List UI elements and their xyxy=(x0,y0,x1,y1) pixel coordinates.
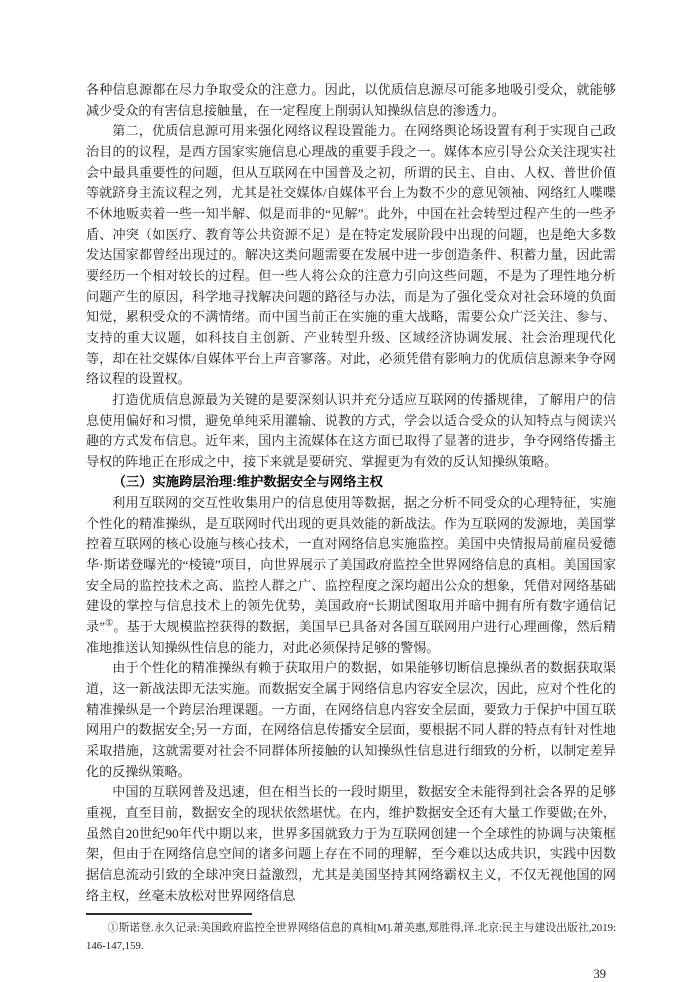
footnote-marker: ① xyxy=(107,922,119,935)
body-paragraph: 中国的互联网普及迅速，但在相当长的一段时期里，数据安全未能得到社会各界的足够重视，直至目前，数据安全的现状依然堪忧。在内，维护数据安全还有大量工作要做;在外，虽然自20世纪90年代中期以来，世界多国就致力于为互联网创建一个全球性的协调与决策框架，但由于在网络信息空间的诸多问题上存在不同的理解，至今难以达成共识，实践中因数据信息流动引致的全球冲突日益激烈，尤其是美国坚持其网络霸权主义，不仅无视他国的网络主权，丝毫未放松对世界网络信息 xyxy=(86,784,616,903)
body-paragraph-with-footnote-ref xyxy=(86,493,616,658)
footnote-text: 斯诺登.永久记录:美国政府监控全世界网络信息的真相[M].萧美惠,郑胜得,译.北京:民主与建设出版社,2019:146-147,159. xyxy=(86,922,616,952)
page-footer xyxy=(86,913,616,982)
page-number: 39 xyxy=(593,967,606,982)
footnote-divider xyxy=(86,913,252,915)
body-paragraph: 第二，优质信息源可用来强化网络议程设置能力。在网络舆论场设置有利于实现自己政治目的的议程，是西方国家实施信息心理战的重要手段之一。媒体本应引导公众关注现实社会中最具重要性的问题，但从互联网在中国普及之初，所谓的民主、自由、人权、普世价值等就跻身主流议程之列，尤其是社交媒体/自媒体平台上为数不少的意见领袖、网络红人喋喋不休地贩卖着一些一知半解、似是而非的“见解”。此外，中国在社会转型过程产生的一些矛盾、冲突（如医疗、教育等公共资源不足）是在特定发展阶段中出现的问题，也是绝大多数发达国家都曾经出现过的。解决这类问题需要在发展中进一步创造条件、积蓄力量，因此需要经历一个相对较长的过程。但一些人将公众的注意力引向这些问题，不是为了理性地分析问题产生的原因，科学地寻找解决问题的路径与办法，而是为了强化受众对社会环境的负面知觉，累积受众的不满情绪。而中国当前正在实施的重大战略，需要公众广泛关注、参与、支持的重大议题，如科技自主创新、产业转型升级、区域经济协调发展、社会治理现代化等，却在社交媒体/自媒体平台上声音寥落。对此，必须凭借有影响力的优质信息源来争夺网络议程的设置权。 xyxy=(86,123,616,387)
paragraph-text: 。基于大规模监控获得的数据，美国早已具备对各国互联网用户进行心理画像，然后精准地推送认知操纵性信息的能力，对此必须保持足够的警惕。 xyxy=(86,619,616,655)
body-paragraph: 打造优质信息源最为关键的是要深刻认识并充分适应互联网的传播规律，了解用户的信息使用偏好和习惯，避免单纯采用灌输、说教的方式，学会以适合受众的认知特点与阅读兴趣的方式发布信息。近年来，国内主流媒体在这方面已取得了显著的进步，争夺网络传播主导权的阵地正在形成之中，接下来就是要研究、掌握更为有效的反认知操纵策略。 xyxy=(86,391,616,469)
document-page xyxy=(86,80,616,982)
body-paragraph: 由于个性化的精准操纵有赖于获取用户的数据，如果能够切断信息操纵者的数据获取渠道，这一新战法即无法实施。而数据安全属于网络信息内容安全层次，因此，应对个性化的精准操纵是一个跨层治理课题。一方面，在网络信息内容安全层面，要致力于保护中国互联网用户的数据安全;另一方面，在网络信息传播安全层面，要根据不同人群的特点有针对性地采取措施，这就需要对社会不同群体所接触的认知操纵性信息进行细致的分析，以制定差异化的反操纵策略。 xyxy=(86,660,616,779)
footnote xyxy=(86,920,616,955)
footnote-reference-marker: ① xyxy=(105,617,114,628)
body-paragraph-continuation: 各种信息源都在尽力争取受众的注意力。因此，以优质信息源尽可能多地吸引受众，就能够减少受众的有害信息接触量，在一定程度上削弱认知操纵信息的渗透力。 xyxy=(86,82,616,118)
page-body xyxy=(86,80,616,906)
paragraph-text: 利用互联网的交互性收集用户的信息使用等数据，据之分析不同受众的心理特征，实施个性化的精准操纵，是互联网时代出现的更具效能的新战法。作为互联网的发源地，美国掌控着互联网的核心设施与核心技术，一直对网络信息实施监控。美国中央情报局前雇员爱德华·斯诺登曝光的“棱镜”项目，向世界展示了美国政府监控全世界网络信息的真相。美国国家安全局的监控技术之高、监控人群之广、监控程度之深均超出公众的想象，凭借对网络基础建设的掌控与信息技术上的领先优势，美国政府“长期试图取用并暗中拥有所有数字通信记录” xyxy=(86,495,616,635)
section-heading: （三）实施跨层治理:维护数据安全与网络主权 xyxy=(112,474,383,490)
